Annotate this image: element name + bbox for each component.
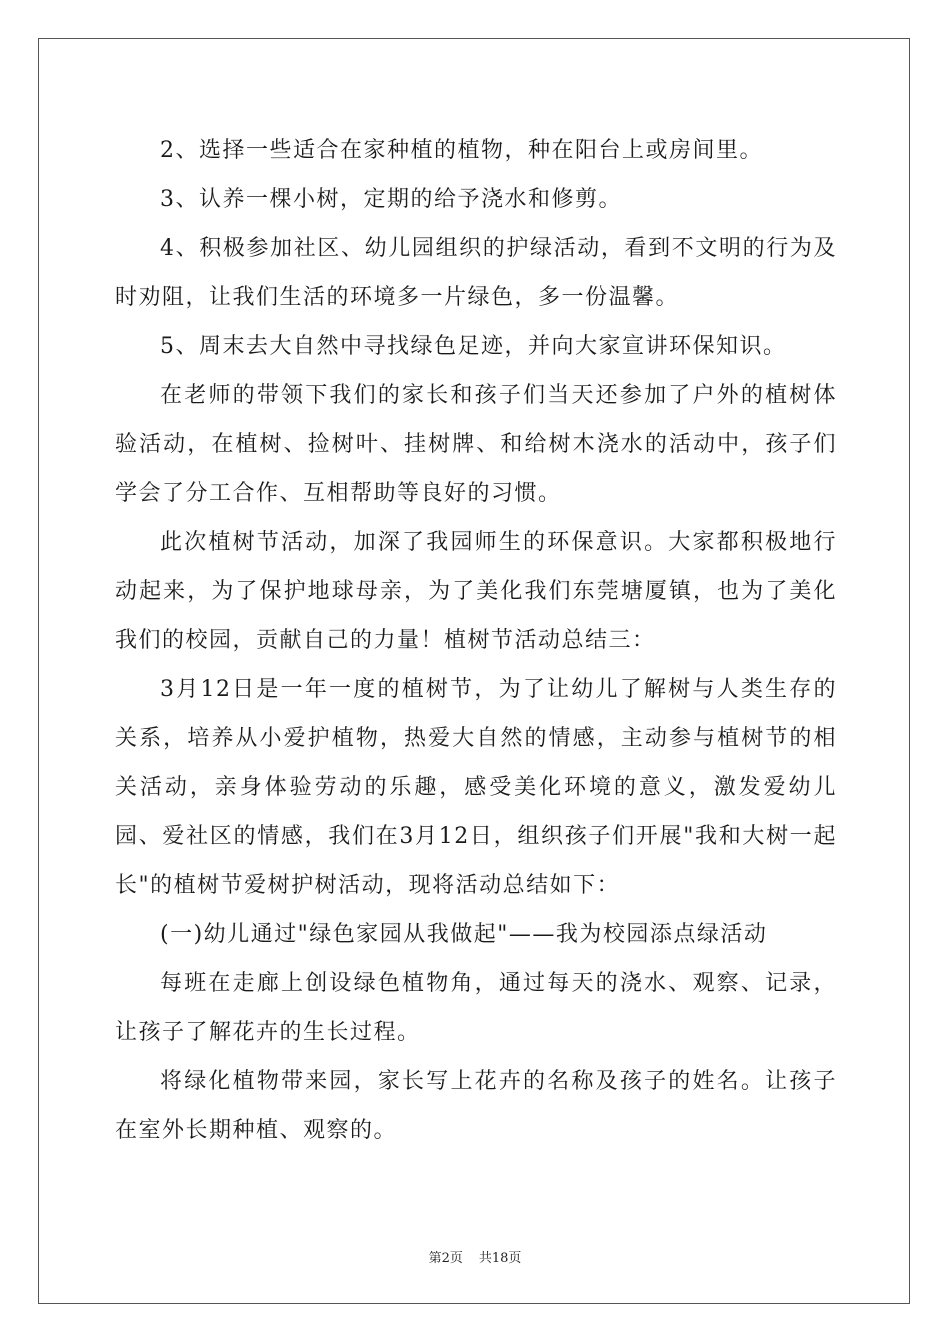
paragraph-3: 4、积极参加社区、幼儿园组织的护绿活动，看到不文明的行为及时劝阻，让我们生活的环境多一片绿色，多一份温馨。	[115, 236, 837, 310]
document-body	[115, 126, 837, 1155]
page-number: 第2页	[428, 1251, 463, 1266]
page-footer	[0, 1247, 950, 1266]
paragraph-4: 5、周末去大自然中寻找绿色足迹，并向大家宣讲环保知识。	[160, 334, 787, 359]
paragraph-7: 3月12日是一年一度的植树节，为了让幼儿了解树与人类生存的关系，培养从小爱护植物，热爱大自然的情感，主动参与植树节的相关活动，亲身体验劳动的乐趣，感受美化环境的意义，激发爱幼儿园、爱社区的情感，我们在3月12日，组织孩子们开展"我和大树一起长"的植树节爱树护树活动，现将活动总结如下：	[115, 677, 837, 898]
paragraph-10: 将绿化植物带来园，家长写上花卉的名称及孩子的姓名。让孩子在室外长期种植、观察的。	[115, 1069, 837, 1143]
paragraph-2: 3、认养一棵小树，定期的给予浇水和修剪。	[160, 187, 622, 212]
paragraph-9: 每班在走廊上创设绿色植物角，通过每天的浇水、观察、记录，让孩子了解花卉的生长过程。	[115, 971, 837, 1045]
page-total: 共18页	[478, 1251, 522, 1266]
paragraph-6: 此次植树节活动，加深了我园师生的环保意识。大家都积极地行动起来，为了保护地球母亲，为了美化我们东莞塘厦镇，也为了美化我们的校园，贡献自己的力量！植树节活动总结三：	[115, 530, 837, 653]
paragraph-5: 在老师的带领下我们的家长和孩子们当天还参加了户外的植树体验活动，在植树、捡树叶、挂树牌、和给树木浇水的活动中，孩子们学会了分工合作、互相帮助等良好的习惯。	[115, 383, 837, 506]
paragraph-1: 2、选择一些适合在家种植的植物，种在阳台上或房间里。	[160, 138, 763, 163]
paragraph-8: (一)幼儿通过"绿色家园从我做起"——我为校园添点绿活动	[160, 922, 768, 947]
